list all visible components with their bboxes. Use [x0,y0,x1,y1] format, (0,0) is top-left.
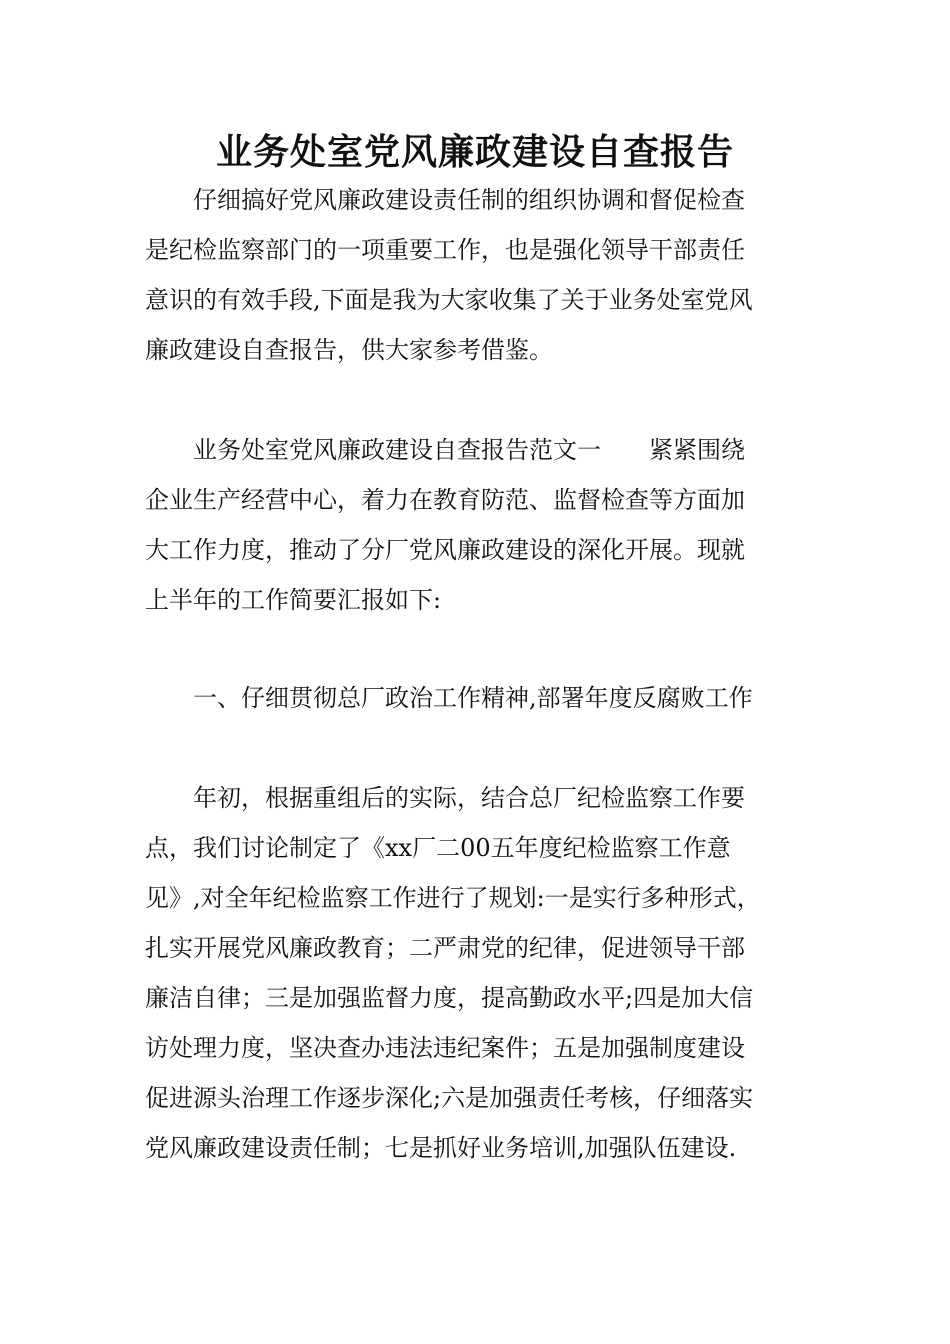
text-line: 访处理力度，坚决查办违法违纪案件；五是加强制度建设 [145,1034,745,1062]
text-line: 仔细搞好党风廉政建设责任制的组织协调和督促检查 [145,186,745,214]
text-line: 是纪检监察部门的一项重要工作，也是强化领导干部责任 [145,236,745,264]
section-heading: 一、仔细贯彻总厂政治工作精神,部署年度反腐败工作 [145,684,753,712]
text-line: 上半年的工作简要汇报如下: [145,586,442,614]
text-line: 年初，根据重组后的实际，结合总厂纪检监察工作要 [145,784,745,812]
document-title: 业务处室党风廉政建设自查报告 [215,131,734,173]
text-line: 促进源头治理工作逐步深化;六是加强责任考核，仔细落实 [145,1084,754,1112]
text-line: 廉政建设自查报告，供大家参考借鉴。 [145,336,553,364]
text-line: 党风廉政建设责任制；七是抓好业务培训,加强队伍建设. [145,1134,737,1162]
text-line: 点，我们讨论制定了《xx厂二00五年度纪检监察工作意 [145,834,731,862]
text-line: 扎实开展党风廉政教育；二严肃党的纪律，促进领导干部 [145,934,745,962]
text-line: 企业生产经营中心，着力在教育防范、监督检查等方面加 [145,486,745,514]
text-line: 见》,对全年纪检监察工作进行了规划:一是实行多种形式， [145,884,761,912]
text-line: 业务处室党风廉政建设自查报告范文一 紧紧围绕 [145,436,745,464]
text-line: 大工作力度，推动了分厂党风廉政建设的深化开展。现就 [145,536,745,564]
text-line: 廉洁自律；三是加强监督力度，提高勤政水平;四是加大信 [145,984,754,1012]
text-line: 意识的有效手段,下面是我为大家收集了关于业务处室党风 [145,286,753,314]
